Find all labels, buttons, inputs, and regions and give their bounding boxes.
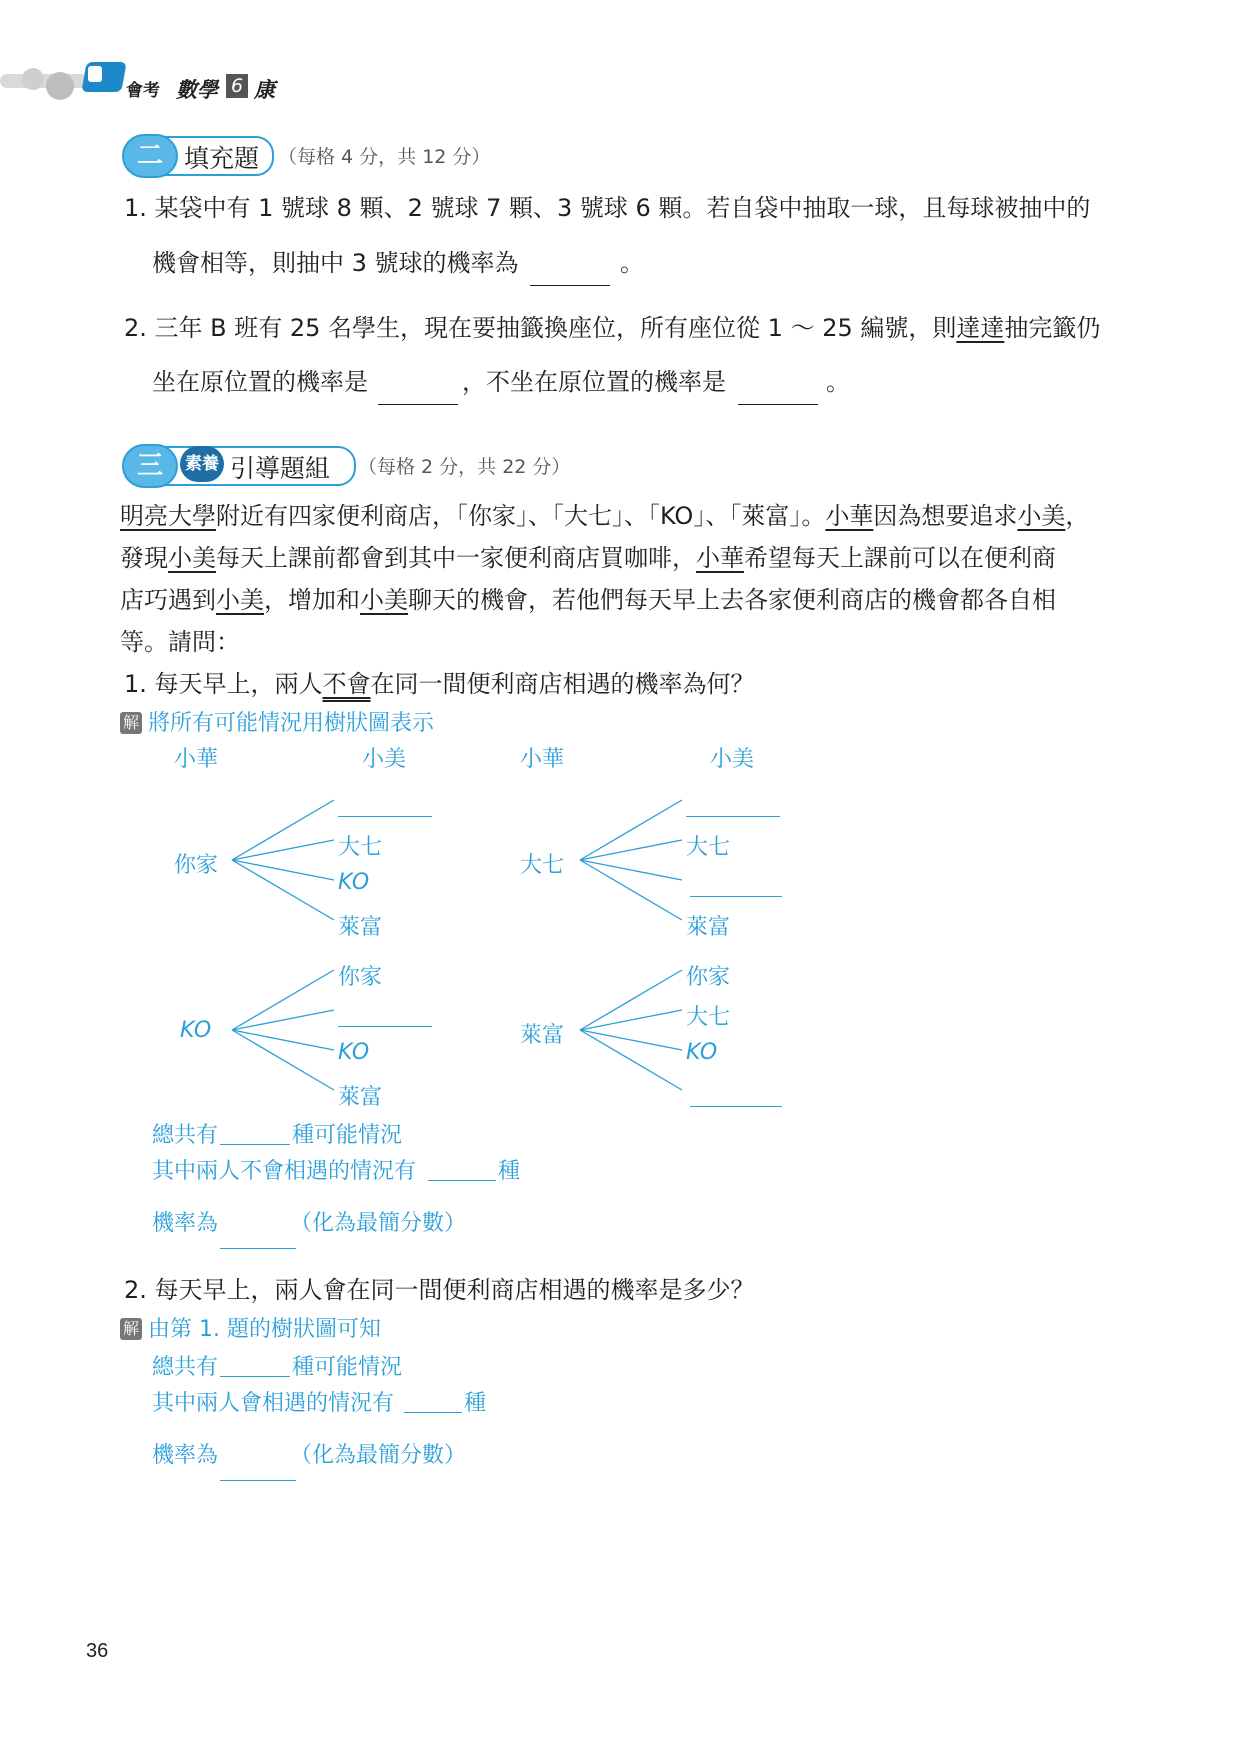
- person-xiaomei: 小美: [216, 586, 264, 614]
- section2-title: 填充題: [184, 144, 260, 173]
- q1-prob-label: 機率為: [152, 1211, 219, 1236]
- s2-q1-line1: 1. 某袋中有 1 號球 8 顆、2 號球 7 顆、3 號球 6 顆。若自袋中抽取一球，且每球被抽中的: [124, 194, 1091, 222]
- s2-q2-line1-a: 2. 三年 B 班有 25 名學生，現在要抽籤換座位，所有座位從 1 ～ 25 編號，則: [124, 314, 957, 342]
- q1-notmeet-label-a: 其中兩人不會相遇的情況有: [152, 1159, 417, 1184]
- section3-title: 引導題組: [230, 454, 331, 483]
- s2-q1-end: 。: [620, 249, 644, 277]
- section3-number: 三: [122, 444, 178, 488]
- s2-q2-line2-b: ，不坐在原位置的機率是: [462, 368, 726, 396]
- tree4-branch-blank[interactable]: [690, 1106, 782, 1107]
- s2-q2-line1-b: 抽完籤仍: [1004, 314, 1101, 342]
- q2-meet-label-a: 其中兩人會相遇的情況有: [152, 1391, 395, 1416]
- tree2-branch-4: 萊富: [686, 915, 731, 940]
- q1-notmeet-blank[interactable]: [428, 1180, 496, 1181]
- s3-intro-line4: 等。請問：: [120, 628, 240, 656]
- tree1-root: 你家: [174, 853, 219, 878]
- col-label-xiaohua-1: 小華: [174, 747, 219, 772]
- tree4-root: 萊富: [520, 1023, 565, 1048]
- person-xiaohua: 小華: [825, 502, 874, 530]
- s3-intro-line3: 店巧遇到小美，增加和小美聊天的機會，若他們每天早上去各家便利商店的機會都各自相: [120, 586, 1056, 614]
- q2-prob-note: （化為最簡分數）: [290, 1443, 467, 1468]
- s3-q1-hint: 解 將所有可能情況用樹狀圖表示: [120, 706, 434, 737]
- tree4-branch-2: 大七: [686, 1005, 731, 1030]
- q1-total-label-a: 總共有: [152, 1123, 219, 1148]
- header-brand: 會考: [126, 81, 160, 101]
- student-name-dada: 達達: [956, 314, 1005, 342]
- person-xiaomei: 小美: [1017, 502, 1066, 530]
- tree2-branch-blank-3[interactable]: [690, 896, 782, 897]
- literacy-badge: 素養: [180, 446, 224, 482]
- tree2-branch-2: 大七: [686, 835, 731, 860]
- tree3-branch-1: 你家: [338, 965, 383, 990]
- person-xiaomei: 小美: [168, 544, 216, 572]
- s3-intro-line1: 明亮大學附近有四家便利商店，「你家」、「大七」、「KO」、「萊富」。小華因為想要追求小美，: [120, 502, 1090, 530]
- q1-total-label-b: 種可能情況: [292, 1123, 403, 1148]
- s3-q2-text: 2. 每天早上，兩人會在同一間便利商店相遇的機率是多少？: [124, 1276, 755, 1304]
- tree4-branch-3: KO: [686, 1040, 718, 1065]
- solution-icon: 解: [120, 712, 142, 734]
- q2-meet-label-b: 種: [464, 1391, 487, 1416]
- header-subject: 數學: [176, 78, 218, 102]
- q2-prob-label: 機率為: [152, 1443, 219, 1468]
- q2-total-label-a: 總共有: [152, 1355, 219, 1380]
- emphasis-not: 不會: [322, 670, 371, 698]
- s2-q2-end: 。: [826, 368, 850, 396]
- section2-scoring: （每格 4 分，共 12 分）: [278, 146, 491, 168]
- tree3-branch-3: KO: [338, 1040, 370, 1065]
- page-number: 36: [86, 1640, 109, 1662]
- place-name: 明亮大學: [120, 502, 216, 530]
- col-label-xiaohua-2: 小華: [520, 747, 565, 772]
- person-xiaohua: 小華: [696, 544, 744, 572]
- s2-q2-line2-a: 坐在原位置的機率是: [152, 368, 368, 396]
- tree1-branch-blank[interactable]: [338, 816, 432, 817]
- col-label-xiaomei-2: 小美: [710, 747, 755, 772]
- q2-prob-blank[interactable]: [220, 1480, 296, 1481]
- tree3-branch-blank[interactable]: [338, 1026, 432, 1027]
- q1-total-blank[interactable]: [220, 1144, 290, 1145]
- tree1-branch-4: 萊富: [338, 915, 383, 940]
- tree4-branch-1: 你家: [686, 965, 731, 990]
- header-volume: 6: [226, 74, 248, 98]
- solution-icon: 解: [120, 1318, 142, 1340]
- q2-meet-blank[interactable]: [404, 1412, 462, 1413]
- header-publisher: 康: [254, 78, 275, 102]
- tree2-branch-blank-1[interactable]: [686, 816, 780, 817]
- section2-number: 二: [122, 134, 178, 178]
- q1-prob-note: （化為最簡分數）: [290, 1211, 467, 1236]
- s3-intro-line2: 發現小美每天上課前都會到其中一家便利商店買咖啡，小華希望每天上課前可以在便利商: [120, 544, 1056, 572]
- tree2-root: 大七: [520, 853, 565, 878]
- section3-scoring: （每格 2 分，共 22 分）: [358, 456, 571, 478]
- person-xiaomei: 小美: [360, 586, 408, 614]
- q2-total-label-b: 種可能情況: [292, 1355, 403, 1380]
- s2-q1-line2: 機會相等，則抽中 3 號球的機率為: [152, 249, 519, 277]
- tree1-branch-2: 大七: [338, 835, 383, 860]
- s3-q1-text: 1. 每天早上，兩人不會在同一間便利商店相遇的機率為何？: [124, 670, 755, 698]
- tree1-branch-3: KO: [338, 870, 370, 895]
- col-label-xiaomei-1: 小美: [362, 747, 407, 772]
- q2-total-blank[interactable]: [220, 1376, 290, 1377]
- q1-notmeet-label-b: 種: [498, 1159, 521, 1184]
- tree3-root: KO: [180, 1018, 212, 1043]
- s3-q2-hint: 解 由第 1. 題的樹狀圖可知: [120, 1312, 381, 1343]
- tree3-branch-4: 萊富: [338, 1085, 383, 1110]
- q1-prob-blank[interactable]: [220, 1248, 296, 1249]
